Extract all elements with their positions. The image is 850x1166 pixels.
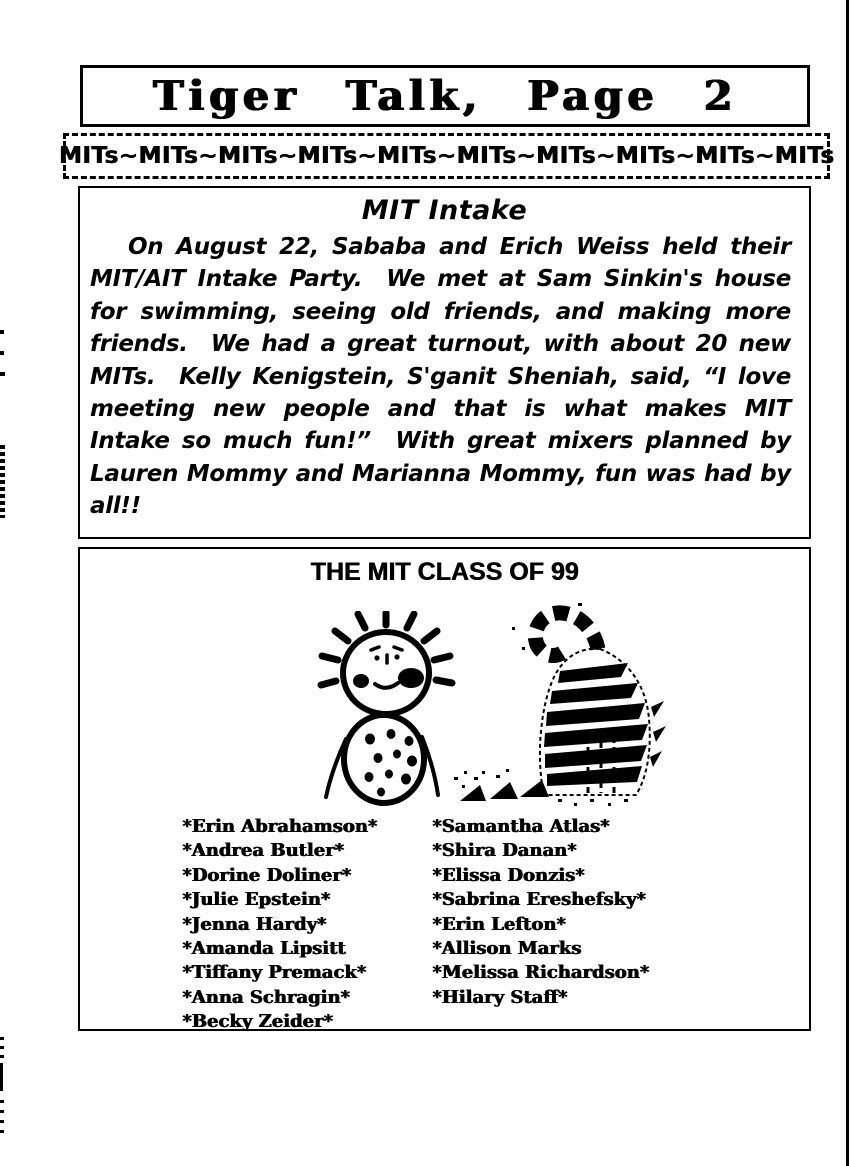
- scan-artifact-bar: [0, 1063, 3, 1091]
- name-item: *Sabrina Ereshefsky*: [432, 889, 646, 911]
- name-item: *Jenna Hardy*: [182, 913, 327, 935]
- name-item: *Allison Marks: [432, 938, 582, 960]
- name-item: *Hilary Staff*: [432, 986, 568, 1008]
- name-item: *Amanda Lipsitt: [182, 938, 346, 960]
- page-title: Tiger Talk, Page 2: [152, 72, 738, 120]
- name-item: *Andrea Butler*: [182, 840, 344, 862]
- name-item: *Julie Epstein*: [182, 889, 330, 911]
- mits-banner-box: [58, 133, 835, 179]
- class-heading: THE MIT CLASS OF 99: [310, 558, 579, 586]
- mit-class-box: [78, 547, 811, 1031]
- name-item: *Becky Zeider*: [182, 1011, 333, 1033]
- intake-body-text: On August 22, Sababa and Erich Weiss held their MIT/AIT Intake Party. We met at Sam Sinkin's house for swimming, seeing old friends, and making more friends. We had a great turnout, with about 20 new MITs. Kelly Kenigstein, S'ganit Sheniah, said, “I love meeting new people and that is what makes MIT Intake so much fun!” With great mixers planned by Lauren Mommy and Marianna Mommy, fun was had by all!!: [90, 234, 799, 520]
- name-item: *Erin Abrahamson*: [182, 816, 377, 837]
- tiger-illustration: [448, 587, 693, 815]
- scan-edge-line: [846, 0, 849, 1166]
- scan-artifact-dashed-strip: [0, 1037, 4, 1059]
- title-box: [80, 65, 810, 127]
- name-item: *Samantha Atlas*: [432, 816, 610, 837]
- name-item: *Dorine Doliner*: [182, 864, 351, 886]
- name-item: *Melissa Richardson*: [432, 962, 649, 984]
- name-item: *Anna Schragin*: [182, 986, 350, 1008]
- scan-artifact-dashed-strip: [0, 1100, 4, 1140]
- name-item: *Shira Danan*: [432, 840, 577, 862]
- mits-banner-text: MITs~MITs~MITs~MITs~MITs~MITs~MITs~MITs~MITs~MITs: [58, 143, 835, 169]
- name-item: *Erin Lefton*: [432, 913, 566, 935]
- scan-artifact-dash: [0, 372, 5, 376]
- intake-heading: MIT Intake: [361, 195, 528, 226]
- scan-artifact-dash: [0, 351, 4, 355]
- name-item: *Tiffany Premack*: [182, 962, 366, 984]
- name-item: *Elissa Donzis*: [432, 864, 585, 886]
- scan-artifact-dash: [0, 330, 4, 334]
- class-names-right-column: [432, 815, 649, 1010]
- sun-character-illustration: [298, 611, 468, 809]
- mit-intake-article: [78, 186, 811, 539]
- class-names-left-column: [182, 815, 377, 1035]
- scan-artifact-dashed-strip: [0, 445, 5, 518]
